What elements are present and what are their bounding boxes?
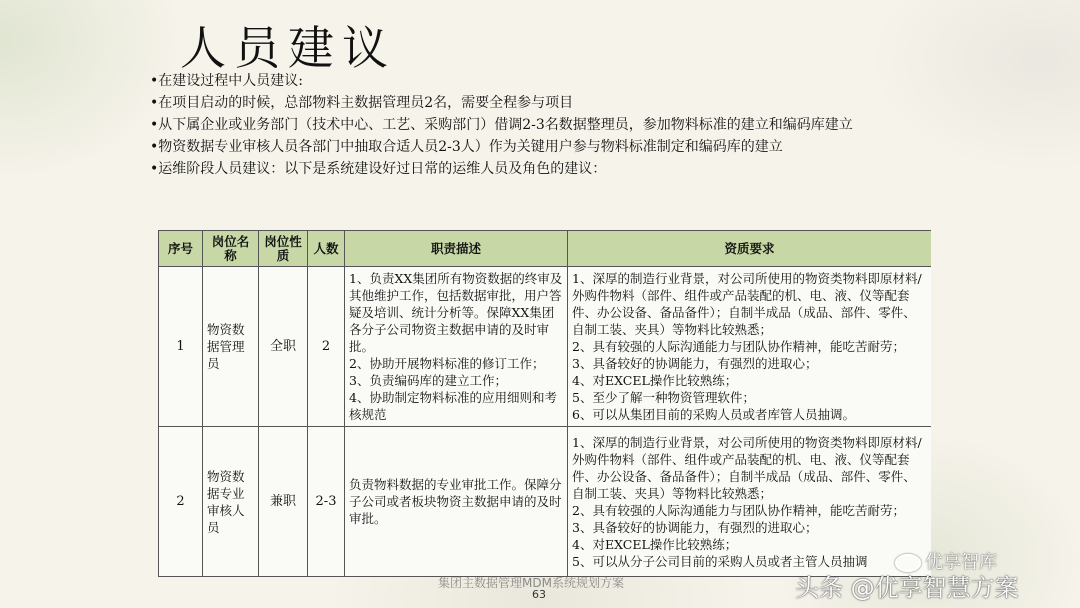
cell-duties: 负责物料数据的专业审批工作。保障分子公司或者板块物资主数据申请的及时审批。 <box>345 427 568 577</box>
cell-no: 1 <box>159 267 203 427</box>
cell-nature: 全职 <box>259 267 308 427</box>
cell-count: 2 <box>308 267 345 427</box>
table-header-row <box>159 231 932 267</box>
slide-title: 人员建议 <box>180 21 396 75</box>
page-number: 63 <box>532 588 546 601</box>
bullet-item: •在建设过程中人员建议: <box>150 73 303 89</box>
table-row <box>159 267 932 427</box>
table-row <box>159 427 932 577</box>
bullet-item: •运维阶段人员建议：以下是系统建设好过日常的运维人员及角色的建议： <box>150 161 607 177</box>
watermark-bottom: 头条 @优享智慧方案 <box>795 574 1019 602</box>
cell-qualifications: 1、深厚的制造行业背景，对公司所使用的物资类物料即原材料/外购件物料（部件、组件或产品装配的机、电、液、仪等配套件、办公设备、备品备件）；自制半成品（成品、部件、零件、自制工装、夹具）等物料比较熟悉； 2、具有较强的人际沟通能力与团队协作精神，能吃苦耐劳； 3、具备较好的协调能力，有强烈的进取心； 4、对EXCEL操作比较熟练； 5、可以从分子公司目前的采购人员或者主管人员抽调 <box>568 427 932 577</box>
bullet-item: •在项目启动的时候，总部物料主数据管理员2名，需要全程参与项目 <box>150 95 574 111</box>
header-qualifications: 资质要求 <box>568 231 932 267</box>
bullet-item: •物资数据专业审核人员各部门中抽取合适人员2-3人）作为关键用户参与物料标准制定和编码库的建立 <box>150 139 783 155</box>
slide-footer: 集团主数据管理MDM系统规划方案 <box>438 576 624 590</box>
roles-table <box>158 230 931 577</box>
cell-position: 物资数据管理员 <box>203 267 259 427</box>
cell-duties: 1、负责XX集团所有物资数据的终审及其他维护工作，包括数据审批，用户答疑及培训、统计分析等。保障XX集团各分子公司物资主数据申请的及时审批。 2、协助开展物料标准的修订工作； 3、负责编码库的建立工作； 4、协助制定物料标准的应用细则和考核规范 <box>345 267 568 427</box>
watermark-top-text: 优享智库 <box>925 552 997 573</box>
bullet-item: •从下属企业或业务部门（技术中心、工艺、采购部门）借调2-3名数据整理员，参加物料标准的建立和编码库建立 <box>150 117 853 133</box>
cell-count: 2-3 <box>308 427 345 577</box>
cell-position: 物资数据专业审核人员 <box>203 427 259 577</box>
header-position: 岗位名称 <box>203 231 259 267</box>
header-no: 序号 <box>159 231 203 267</box>
roles-table-container <box>158 230 931 582</box>
header-nature: 岗位性质 <box>259 231 308 267</box>
cell-no: 2 <box>159 427 203 577</box>
cell-qualifications: 1、深厚的制造行业背景，对公司所使用的物资类物料即原材料/外购件物料（部件、组件或产品装配的机、电、液、仪等配套件、办公设备、备品备件）；自制半成品（成品、部件、零件、自制工装、夹具）等物料比较熟悉； 2、具有较强的人际沟通能力与团队协作精神，能吃苦耐劳； 3、具备较好的协调能力，有强烈的进取心； 4、对EXCEL操作比较熟练； 5、至少了解一种物资管理软件； 6、可以从集团目前的采购人员或者库管人员抽调。 <box>568 267 932 427</box>
header-count: 人数 <box>308 231 345 267</box>
cell-nature: 兼职 <box>259 427 308 577</box>
bullet-list <box>150 72 930 182</box>
header-duties: 职责描述 <box>345 231 568 267</box>
